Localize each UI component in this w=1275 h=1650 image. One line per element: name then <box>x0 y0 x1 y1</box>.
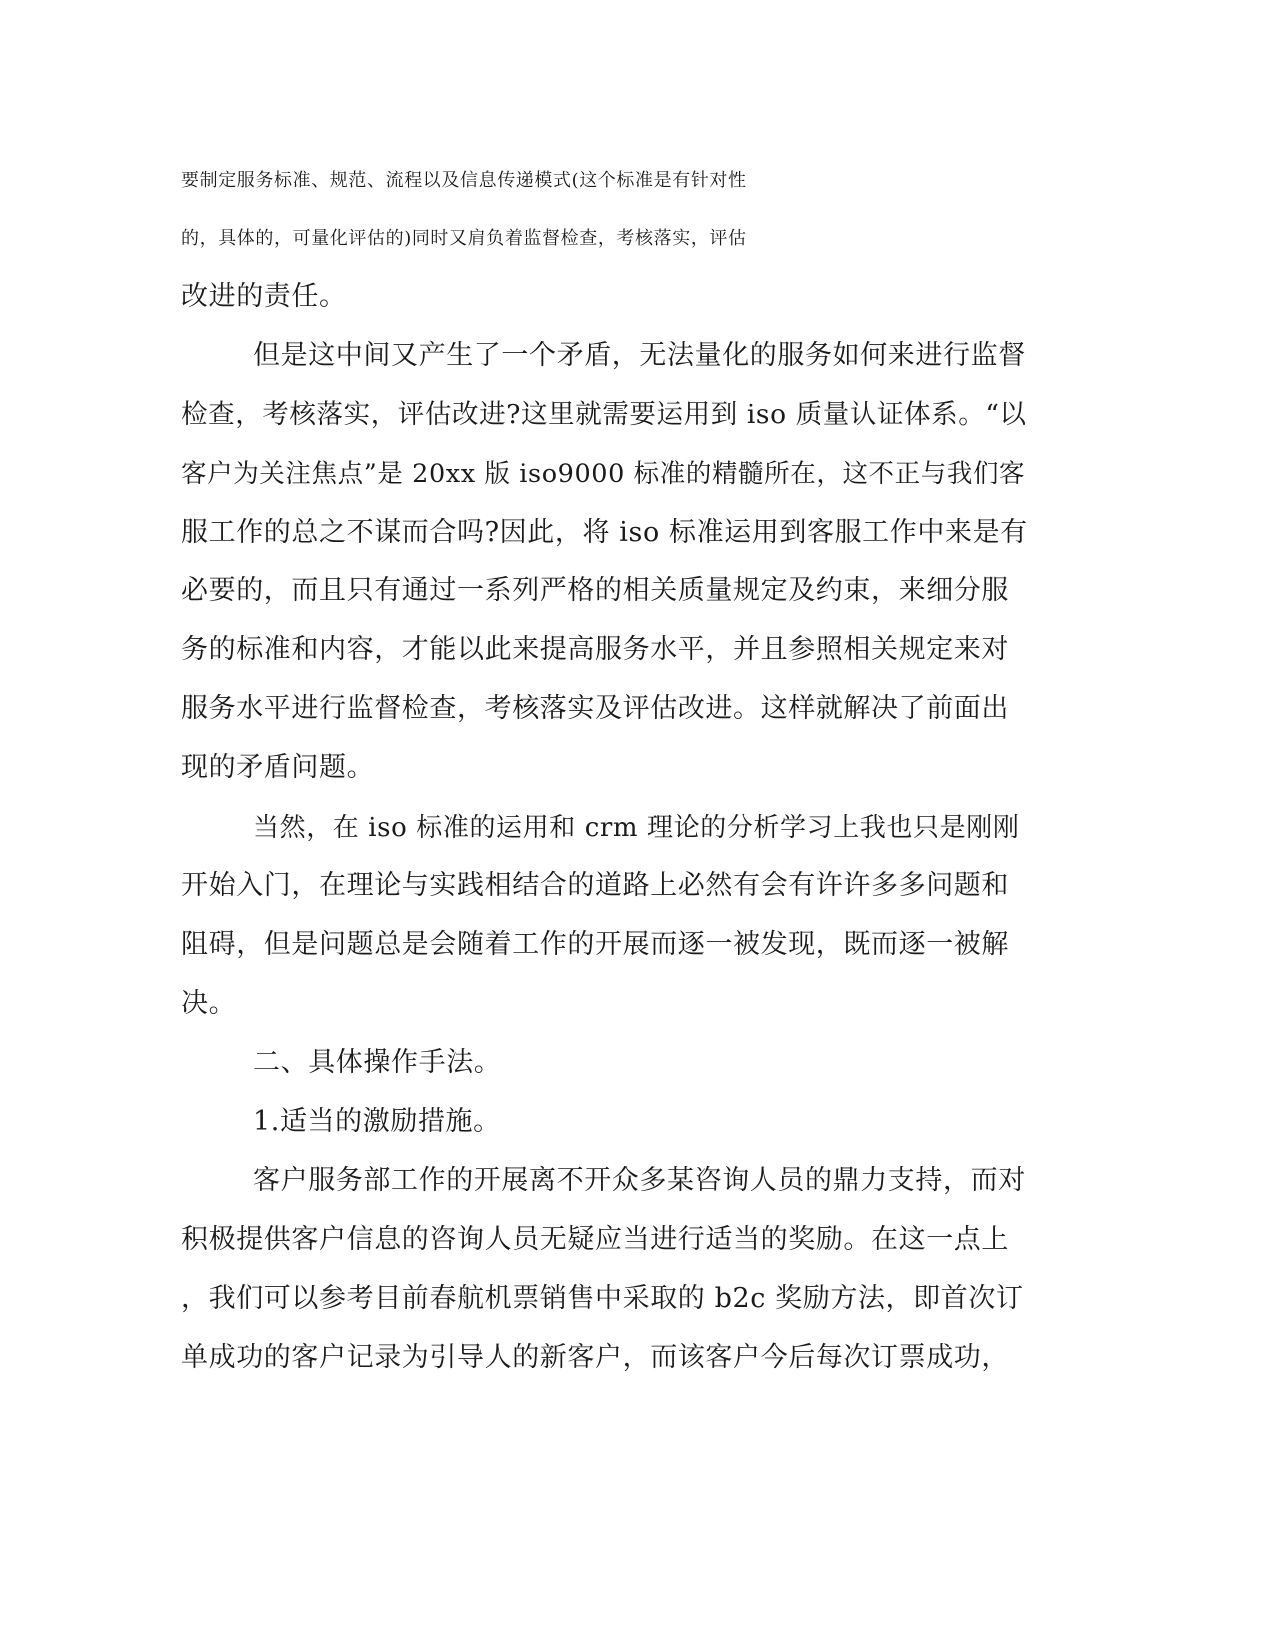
text-line: 服工作的总之不谋而合吗?因此，将 iso 标准运用到客服工作中来是有 <box>181 517 1028 548</box>
text-line: 改进的责任。 <box>181 281 347 312</box>
section-heading: 二、具体操作手法。 <box>253 1047 502 1078</box>
text-line: ，我们可以参考目前春航机票销售中采取的 b2c 奖励方法，即首次订 <box>181 1283 1024 1314</box>
text-line: 的，具体的，可量化评估的)同时又肩负着监督检查，考核落实，评估 <box>181 228 747 249</box>
paragraph-first-line: 客户服务部工作的开展离不开众多某咨询人员的鼎力支持，而对 <box>253 1165 1026 1196</box>
text-line: 检查，考核落实，评估改进?这里就需要运用到 iso 质量认证体系。“以 <box>181 399 1027 430</box>
text-line: 开始入门，在理论与实践相结合的道路上必然有会有许许多多问题和 <box>181 870 1009 901</box>
paragraph-first-line: 当然，在 iso 标准的运用和 crm 理论的分析学习上我也只是刚刚 <box>253 813 1020 843</box>
text-line: 客户为关注焦点”是 20xx 版 iso9000 标准的精髓所在，这不正与我们客 <box>181 459 1026 489</box>
subsection-heading: 1.适当的激励措施。 <box>253 1106 501 1137</box>
text-line: 要制定服务标准、规范、流程以及信息传递模式(这个标准是有针对性 <box>181 170 747 191</box>
text-line: 单成功的客户记录为引导人的新客户，而该客户今后每次订票成功， <box>181 1342 1009 1373</box>
paragraph-first-line: 但是这中间又产生了一个矛盾，无法量化的服务如何来进行监督 <box>253 340 1026 371</box>
text-line: 现的矛盾问题。 <box>181 752 375 783</box>
text-line: 必要的，而且只有通过一系列严格的相关质量规定及约束，来细分服 <box>181 575 1009 606</box>
text-line: 服务水平进行监督检查，考核落实及评估改进。这样就解决了前面出 <box>181 693 1009 724</box>
text-line: 阻碍，但是问题总是会随着工作的开展而逐一被发现，既而逐一被解 <box>181 929 1009 960</box>
text-line: 积极提供客户信息的咨询人员无疑应当进行适当的奖励。在这一点上 <box>181 1224 1009 1255</box>
text-line: 务的标准和内容，才能以此来提高服务水平，并且参照相关规定来对 <box>181 634 1009 665</box>
text-line: 决。 <box>181 988 237 1019</box>
